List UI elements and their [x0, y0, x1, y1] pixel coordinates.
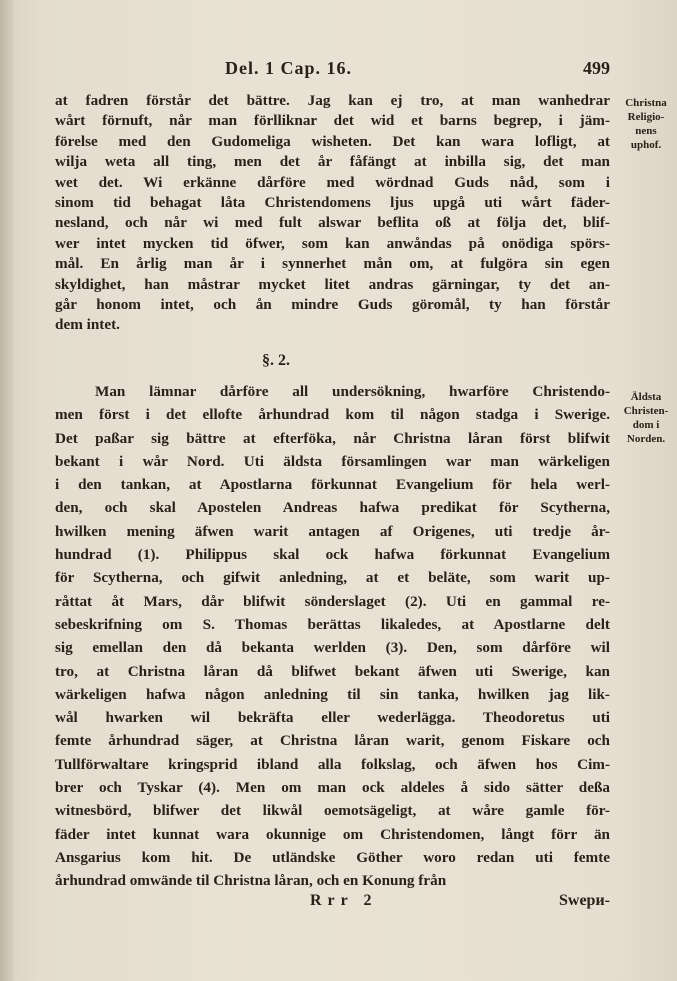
text-line: sebeskrifning om S. Thomas berättas likaledes, at Apostlarne delt [55, 615, 610, 633]
text-line: wet det. Wi erkänne dårföre med wördnad Guds nåd, som i [55, 173, 610, 191]
text-line: wårt förnuft, når man förlliknar det wid et barns begrep, i jäm- [55, 112, 610, 130]
text-line: hwilken mening äfwen warit antagen af Origenes, uti tredje år- [55, 522, 610, 540]
text-line: femte århundrad säger, at Christna låran warit, genom Fiskare och [55, 732, 610, 750]
page-gutter [0, 0, 14, 981]
page-number: 499 [583, 58, 610, 78]
text-line: århundrad omwände til Christna låran, och en Konung från [55, 872, 447, 890]
catchword: Swери- [559, 892, 610, 909]
text-line: mål. En årlig man år i synnerhet mån om, at fulgöra sin egen [55, 255, 610, 273]
note-line: Christna [625, 97, 667, 109]
text-line: witnesbörd, blifwer det likwål oemotsägeligt, at wåre gamle för- [55, 802, 610, 820]
text-line: råttat åt Mars, dår blifwit sönderslaget (2). Uti en gammal re- [55, 592, 610, 610]
margin-note-2 [616, 390, 676, 446]
note-line: Äldsta [630, 391, 662, 403]
text-line: wilja weta all ting, men det år fåfängt at inbilla sig, det man [55, 153, 610, 171]
note-line: Norden. [626, 433, 666, 445]
text-line: Man lämnar dårföre all undersökning, hwarföre Christendo- [95, 383, 610, 400]
text-line: hundrad (1). Philippus skal ock hafwa förkunnat Evangelium [55, 546, 610, 564]
note-line: Religio- [627, 111, 665, 123]
text-line: nesland, och når wi med fult alswar beflita oß at följa det, blif- [55, 214, 610, 232]
text-line: bekant i wår Nord. Uti äldsta församlingen war man wärkeligen [55, 452, 610, 470]
text-line: i den tankan, at Apostlarna förkunnat Evangelium för hela werl- [55, 476, 610, 494]
text-line: wärkeligen hafwa någon anledning til sin tanka, hwilken jag lik- [55, 685, 610, 703]
chapter-title: Del. 1 Cap. 16. [225, 58, 352, 78]
note-line: uphof. [630, 139, 662, 151]
text-line: Tullförwaltare kringsprid ibland alla folkslag, och äfwen hos Cim- [55, 755, 610, 773]
running-header [55, 58, 610, 82]
text-line: den, och skal Apostelen Andreas hafwa predikat för Scytherna, [55, 499, 610, 517]
text-line: wål hwarken wil bekräfta eller wederlägga. Theodoretus uti [55, 709, 610, 727]
note-line: Christen- [623, 405, 669, 417]
text-line: dem intet. [55, 316, 120, 334]
section-heading: §. 2. [262, 352, 290, 369]
text-line: sinom tid behagat låta Christendomens ljus upgå uti wårt fäder- [55, 193, 610, 211]
text-line: Det paßar sig bättre at efterföka, når Christna låran först blifwit [55, 429, 610, 447]
text-line: brer och Tyskar (4). Men om man ock aldeles å sido sätter deßa [55, 779, 610, 797]
text-line: fäder intet kunnat wara okunnige om Christendomen, långt förr än [55, 825, 610, 843]
text-line: förelse med den Gudomeliga wisheten. Det kan wara lofligt, at [55, 132, 610, 150]
text-line: går honom intet, och ån mindre Guds göromål, ty han förstår [55, 295, 610, 313]
text-line: sig emellan den då bekanta werlden (3). Den, som dårföre wil [55, 639, 610, 657]
text-line: men först i det ellofte århundrad kom til någon stadga i Swerige. [55, 406, 610, 424]
margin-note-1 [616, 96, 676, 152]
signature-mark: Rrr 2 [310, 892, 378, 909]
text-line: Ansgarius kom hit. De utländske Göther woro redan uti femte [55, 848, 610, 866]
note-line: dom i [632, 419, 660, 431]
text-line: skyldighet, han måstrar mycket litet andras gärningar, ty det an- [55, 275, 610, 293]
text-line: för Scytherna, och gifwit anledning, at et beläte, som warit up- [55, 569, 610, 587]
text-line: tro, at Christna låran då blifwet bekant äfwen uti Swerige, kan [55, 662, 610, 680]
paragraph-2 [55, 380, 610, 893]
text-line: at fadren förstår det bättre. Jag kan ej tro, at man wanhedrar [55, 92, 610, 109]
paragraph-1 [55, 91, 610, 336]
text-line: wer intet mycken tid öfwer, som kan anwåndas på onödiga spörs- [55, 234, 610, 252]
note-line: nens [635, 125, 657, 137]
